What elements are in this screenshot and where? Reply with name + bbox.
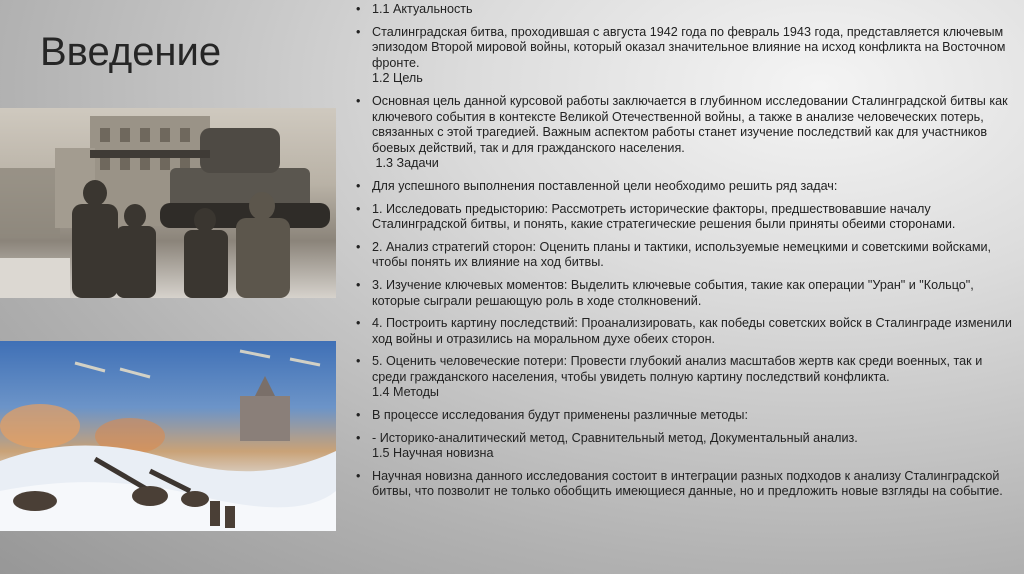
bullet-text: В процессе исследования будут применены различные методы: bbox=[372, 408, 748, 423]
bullet-glyph: • bbox=[356, 468, 361, 483]
bullet-text: 3. Изучение ключевых моментов: Выделить ключевые события, такие как операции "Уран" и "Кольцо", которые сыграли решающую роль в ходе столкновений. bbox=[372, 277, 974, 308]
section-heading: 1.2 Цель bbox=[372, 71, 423, 86]
bullet-item bbox=[356, 94, 1012, 172]
bullet-text: 1. Исследовать предысторию: Рассмотреть исторические факторы, предшествовавшие началу Сталинградской битвы, и понять, какие стратегические решения были приняты обеими сторонами. bbox=[372, 201, 956, 232]
section-heading: 1.4 Методы bbox=[372, 385, 439, 400]
bullet-item bbox=[356, 240, 1012, 271]
painting-stalingrad-battle-art bbox=[0, 341, 336, 531]
bullet-glyph: • bbox=[356, 239, 361, 254]
bullet-text: Сталинградская битва, проходившая с августа 1942 года по февраль 1943 года, представляется ключевым эпизодом Второй мировой войны, который оказал значительное влияние на исход конфликта на Восточном фронте. bbox=[372, 24, 1006, 70]
bullet-glyph: • bbox=[356, 24, 361, 39]
bullet-item bbox=[356, 354, 1012, 401]
bullet-item bbox=[356, 202, 1012, 233]
bullet-glyph: • bbox=[356, 408, 361, 423]
bullet-glyph: • bbox=[356, 93, 361, 108]
bullet-text: Научная новизна данного исследования состоит в интеграции разных подходов к анализу Сталинградской битвы, что позволит не только обобщить имеющиеся данные, но и предложить новые взгляды на событие. bbox=[372, 468, 1003, 499]
slide-title: Введение bbox=[40, 30, 222, 74]
bullet-text: Для успешного выполнения поставленной цели необходимо решить ряд задач: bbox=[372, 178, 838, 193]
bullet-item bbox=[356, 278, 1012, 309]
bullet-glyph: • bbox=[356, 178, 361, 193]
bullet-item bbox=[356, 431, 1012, 462]
bullet-glyph: • bbox=[356, 354, 361, 369]
bullet-item bbox=[356, 2, 1012, 18]
bullet-item bbox=[356, 469, 1012, 500]
bullet-item bbox=[356, 316, 1012, 347]
bullet-glyph: • bbox=[356, 430, 361, 445]
bullet-glyph: • bbox=[356, 316, 361, 331]
bullet-item bbox=[356, 25, 1012, 87]
section-heading: 1.5 Научная новизна bbox=[372, 446, 494, 461]
bullet-glyph: • bbox=[356, 277, 361, 292]
bullet-text: 4. Построить картину последствий: Проанализировать, как победы советских войск в Сталинграде изменили ход войны и отразились на моральном духе обеих сторон. bbox=[372, 316, 1012, 346]
photo-stalingrad-soldiers bbox=[0, 108, 336, 298]
bullet-glyph: • bbox=[356, 201, 361, 216]
photo-stalingrad-soldiers-art bbox=[0, 108, 336, 298]
bullet-text: 2. Анализ стратегий сторон: Оценить планы и тактики, используемые немецкими и советскими войсками, чтобы понять их влияние на ход битвы. bbox=[372, 239, 992, 270]
bullet-item bbox=[356, 179, 1012, 195]
bullet-text: 1.1 Актуальность bbox=[372, 2, 473, 16]
bullet-glyph: • bbox=[356, 2, 361, 16]
bullet-text: 5. Оценить человеческие потери: Провести глубокий анализ масштабов жертв как среди военных, так и среди гражданского населения, чтобы увидеть полную картину последствий конфликта. bbox=[372, 354, 983, 384]
painting-stalingrad-battle bbox=[0, 341, 336, 531]
bullet-text: Основная цель данной курсовой работы заключается в глубинном исследовании Сталинградской битвы как ключевого события в контексте Великой Отечественной войны, а также в анализе человеческих потерь, связанных с этой трагедией. Важным аспектом работы станет изучение последствий как для участников боевых действий, так и для гражданского населения. bbox=[372, 93, 1008, 155]
bullet-item bbox=[356, 408, 1012, 424]
section-heading: 1.3 Задачи bbox=[372, 156, 439, 171]
bullet-text: - Историко-аналитический метод, Сравнительный метод, Документальный анализ. bbox=[372, 430, 858, 445]
content-text bbox=[356, 2, 1012, 507]
